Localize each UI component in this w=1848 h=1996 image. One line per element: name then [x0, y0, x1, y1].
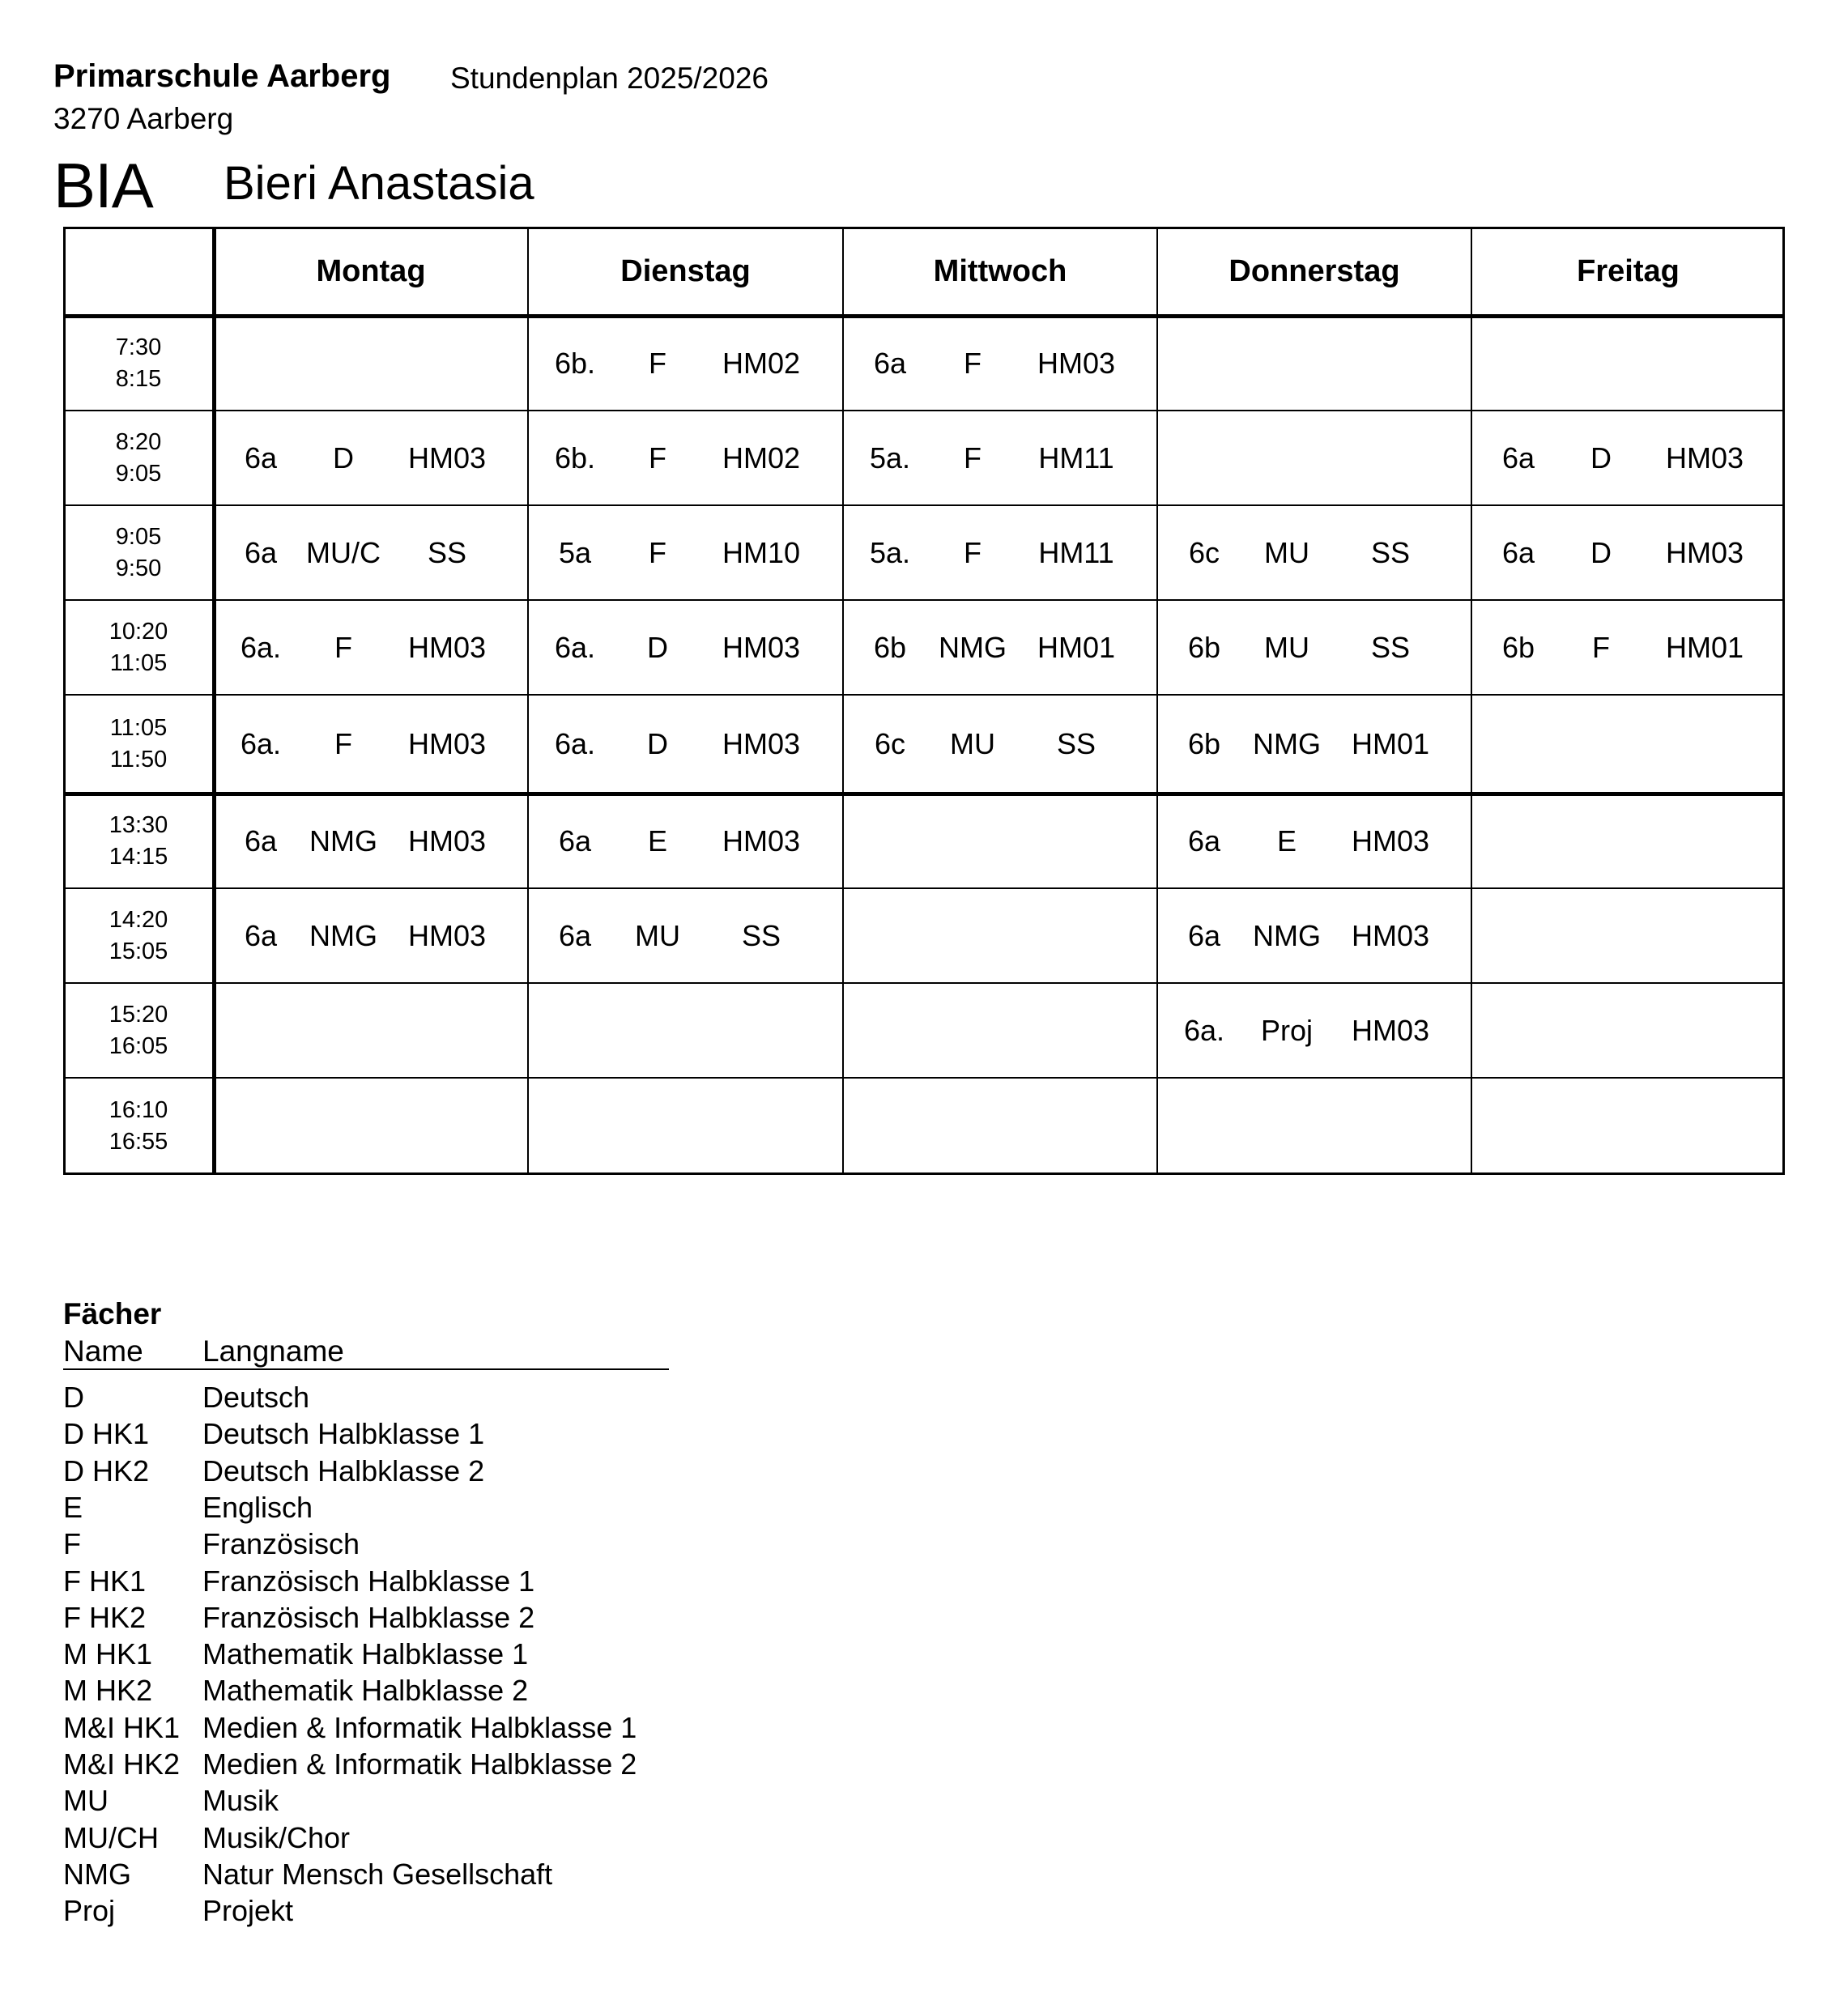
lesson-room: HM02: [722, 347, 801, 380]
lesson-class: 6a: [244, 536, 278, 569]
period-start: 14:20: [109, 906, 168, 933]
lesson-room: HM03: [407, 631, 487, 664]
lesson-cell: [214, 921, 528, 954]
lesson-class: 6a: [1501, 441, 1535, 475]
lesson-class: 6a: [244, 824, 278, 858]
lesson-subject: F: [1592, 631, 1610, 664]
period-end: 16:55: [109, 1129, 168, 1155]
subject-code: D: [63, 1381, 84, 1414]
lesson-subject: E: [1276, 824, 1297, 858]
timetable-row-divider: [63, 410, 1785, 411]
lesson-subject: D: [1590, 536, 1612, 569]
school-name: Primarschule Aarberg: [53, 58, 391, 94]
timetable-row-divider: [63, 694, 1785, 696]
timetable-row-divider: [63, 1077, 1785, 1079]
lesson-room: HM03: [1037, 347, 1116, 380]
lesson-class: 6a.: [240, 631, 282, 664]
subject-row: [63, 1896, 792, 1933]
lesson-cell: [843, 349, 1157, 381]
lesson-cell: [843, 633, 1157, 666]
lesson-room: HM01: [1665, 631, 1744, 664]
school-city: 3270 Aarberg: [53, 102, 234, 135]
lesson-subject: NMG: [939, 631, 1007, 664]
subjects-title: Fächer: [63, 1297, 162, 1330]
lesson-class: 6a: [244, 919, 278, 952]
plan-title: Stundenplan 2025/2026: [450, 62, 769, 95]
period-start: 7:30: [115, 334, 162, 360]
lesson-room: HM02: [722, 441, 801, 475]
subject-row: [63, 1786, 792, 1823]
lesson-subject: D: [647, 631, 668, 664]
lesson-class: 6b: [1187, 727, 1221, 760]
lesson-cell: [214, 727, 528, 762]
lesson-class: 6c: [1188, 536, 1220, 569]
subject-row: [63, 1637, 792, 1676]
subject-code: F HK2: [63, 1600, 147, 1634]
subject-code: MU: [63, 1784, 109, 1818]
period-start: 8:20: [115, 428, 162, 455]
subject-row: [63, 1600, 792, 1640]
subject-row: [63, 1710, 792, 1750]
lesson-class: 6c: [874, 727, 906, 760]
period-end: 8:15: [115, 365, 162, 392]
lesson-subject: D: [1590, 441, 1612, 475]
lesson-room: SS: [1370, 631, 1411, 664]
lesson-cell: [528, 727, 842, 762]
lesson-cell: [528, 824, 842, 859]
lesson-room: HM03: [722, 727, 801, 760]
lesson-room: HM10: [722, 536, 801, 569]
subject-row: [63, 1747, 792, 1786]
timetable: [63, 227, 1785, 1175]
period-start: 9:05: [115, 523, 162, 550]
lesson-subject: NMG: [1253, 727, 1321, 760]
subject-long-name: Mathematik Halbklasse 2: [202, 1674, 529, 1708]
lesson-cell: [1157, 633, 1471, 666]
period-time: [63, 695, 214, 794]
lesson-room: SS: [1056, 727, 1096, 760]
lesson-class: 6a: [1501, 536, 1535, 569]
lesson-subject: NMG: [309, 824, 377, 858]
lesson-class: 6b: [873, 631, 907, 664]
subjects-header-underline: [63, 1368, 669, 1370]
lesson-room: HM03: [1351, 824, 1430, 858]
day-header-dienstag: Dienstag: [620, 253, 751, 288]
subject-row: [63, 1676, 792, 1713]
period-time: [63, 888, 214, 983]
lesson-cell: [843, 441, 1157, 476]
period-start: 11:05: [109, 715, 168, 741]
subject-long-name: Französisch Halbklasse 2: [202, 1600, 535, 1634]
lesson-room: HM03: [407, 824, 487, 858]
lesson-subject: MU: [950, 727, 995, 760]
lesson-room: HM01: [1351, 727, 1430, 760]
day-header-mittwoch: Mittwoch: [933, 253, 1067, 288]
lesson-subject: Proj: [1260, 1014, 1314, 1047]
subject-row: [63, 1857, 792, 1896]
period-end: 15:05: [109, 938, 168, 964]
subject-long-name: Musik/Chor: [202, 1820, 351, 1854]
subjects-col-name: Name: [63, 1334, 143, 1368]
timetable-row-divider: [63, 982, 1785, 984]
lesson-room: HM03: [722, 631, 801, 664]
subject-code: NMG: [63, 1857, 131, 1891]
subject-row: [63, 1490, 792, 1530]
lesson-subject: NMG: [1253, 919, 1321, 952]
lesson-room: SS: [741, 919, 781, 952]
lesson-class: 6a: [1187, 824, 1221, 858]
lesson-cell: [528, 633, 842, 666]
period-start: 16:10: [109, 1097, 168, 1123]
period-time: [63, 1078, 214, 1175]
lesson-cell: [214, 633, 528, 666]
lesson-room: HM03: [1351, 919, 1430, 952]
lesson-room: SS: [427, 536, 467, 569]
period-end: 9:50: [115, 555, 162, 581]
lesson-cell: [528, 349, 842, 381]
subject-long-name: Medien & Informatik Halbklasse 2: [202, 1747, 637, 1781]
teacher-name: Bieri Anastasia: [224, 157, 534, 210]
period-end: 11:50: [109, 747, 168, 772]
lesson-room: HM03: [1351, 1014, 1430, 1047]
lesson-subject: F: [964, 441, 981, 475]
lesson-room: HM01: [1037, 631, 1116, 664]
period-end: 16:05: [109, 1032, 168, 1059]
subject-code: F HK1: [63, 1564, 147, 1598]
timetable-row-divider: [63, 504, 1785, 506]
lesson-class: 6a.: [554, 727, 596, 760]
period-time: [63, 411, 214, 505]
timetable-row-divider: [63, 599, 1785, 601]
lesson-cell: [1471, 633, 1786, 666]
lesson-class: 6a: [873, 347, 907, 380]
lesson-class: 6b.: [554, 441, 596, 475]
lesson-class: 6a.: [1183, 1014, 1225, 1047]
lesson-subject: D: [333, 441, 354, 475]
day-header-donnerstag: Donnerstag: [1228, 253, 1400, 288]
subject-code: M&I HK2: [63, 1747, 181, 1781]
period-start: 15:20: [109, 1001, 168, 1028]
lesson-cell: [1157, 727, 1471, 762]
subject-row: [63, 1383, 792, 1419]
subject-code: MU/CH: [63, 1820, 159, 1854]
subject-row: [63, 1419, 792, 1456]
period-time: [63, 600, 214, 695]
lesson-subject: E: [647, 824, 668, 858]
lesson-cell: [1471, 538, 1786, 571]
lesson-cell: [214, 824, 528, 859]
subject-long-name: Französisch: [202, 1527, 360, 1561]
lesson-class: 6a: [244, 441, 278, 475]
lesson-room: HM11: [1038, 536, 1114, 569]
teacher-code: BIA: [53, 150, 153, 221]
subject-long-name: Medien & Informatik Halbklasse 1: [202, 1710, 637, 1744]
subject-code: M HK2: [63, 1674, 153, 1708]
period-end: 9:05: [115, 460, 162, 487]
subject-row: [63, 1820, 792, 1860]
lesson-cell: [1471, 441, 1786, 476]
lesson-cell: [528, 441, 842, 476]
subject-long-name: Mathematik Halbklasse 1: [202, 1637, 529, 1671]
subject-code: D HK2: [63, 1453, 150, 1487]
lesson-subject: MU: [635, 919, 680, 952]
lesson-room: HM03: [407, 919, 487, 952]
period-end: 14:15: [109, 843, 168, 870]
lesson-cell: [214, 441, 528, 476]
lesson-subject: F: [334, 727, 352, 760]
subject-code: M HK1: [63, 1637, 153, 1671]
period-time: [63, 983, 214, 1078]
period-start: 13:30: [109, 811, 168, 838]
lesson-class: 6b.: [554, 347, 596, 380]
lesson-cell: [214, 538, 528, 571]
period-end: 11:05: [109, 649, 168, 676]
lesson-room: HM03: [407, 441, 487, 475]
lesson-room: SS: [1370, 536, 1411, 569]
lesson-room: HM03: [722, 824, 801, 858]
subject-long-name: Deutsch: [202, 1381, 310, 1414]
lesson-class: 5a.: [869, 536, 911, 569]
subject-code: F: [63, 1527, 81, 1561]
lesson-class: 5a.: [869, 441, 911, 475]
subject-long-name: Projekt: [202, 1894, 294, 1928]
subject-row: [63, 1527, 792, 1566]
lesson-subject: MU/C: [306, 536, 381, 569]
subject-long-name: Deutsch Halbklasse 2: [202, 1453, 485, 1487]
lesson-class: 5a: [558, 536, 592, 569]
day-header-montag: Montag: [316, 253, 426, 288]
lesson-room: HM03: [1665, 441, 1744, 475]
day-header-freitag: Freitag: [1577, 253, 1680, 288]
subject-row: [63, 1453, 792, 1493]
lesson-subject: MU: [1264, 536, 1309, 569]
lesson-subject: F: [964, 347, 981, 380]
timetable-row-divider: [63, 887, 1785, 889]
lesson-cell: [843, 727, 1157, 762]
lesson-subject: NMG: [309, 919, 377, 952]
subjects-col-long: Langname: [202, 1334, 344, 1368]
lesson-room: HM03: [1665, 536, 1744, 569]
lesson-cell: [843, 538, 1157, 571]
lesson-subject: F: [649, 536, 666, 569]
lesson-subject: F: [649, 347, 666, 380]
lesson-class: 6a.: [240, 727, 282, 760]
period-time: [63, 505, 214, 600]
lesson-cell: [528, 538, 842, 571]
timetable-row-divider: [63, 792, 1785, 796]
subject-row: [63, 1564, 792, 1603]
subject-long-name: Natur Mensch Gesellschaft: [202, 1857, 553, 1891]
lesson-class: 6b: [1501, 631, 1535, 664]
subject-long-name: Englisch: [202, 1490, 313, 1524]
lesson-cell: [1157, 1016, 1471, 1049]
lesson-subject: F: [649, 441, 666, 475]
period-time: [63, 794, 214, 888]
lesson-cell: [1157, 538, 1471, 571]
lesson-class: 6b: [1187, 631, 1221, 664]
lesson-room: HM03: [407, 727, 487, 760]
lesson-subject: D: [647, 727, 668, 760]
lesson-subject: F: [334, 631, 352, 664]
period-start: 10:20: [109, 618, 168, 645]
subject-long-name: Deutsch Halbklasse 1: [202, 1417, 485, 1451]
subject-code: Proj: [63, 1894, 116, 1928]
lesson-class: 6a: [558, 919, 592, 952]
subject-long-name: Französisch Halbklasse 1: [202, 1564, 535, 1598]
lesson-subject: F: [964, 536, 981, 569]
subject-code: D HK1: [63, 1417, 150, 1451]
lesson-class: 6a.: [554, 631, 596, 664]
period-time: [63, 316, 214, 411]
subject-long-name: Musik: [202, 1784, 279, 1818]
subject-code: E: [63, 1490, 83, 1524]
subject-code: M&I HK1: [63, 1710, 181, 1744]
lesson-cell: [1157, 824, 1471, 859]
lesson-cell: [1157, 921, 1471, 954]
lesson-room: HM11: [1038, 441, 1114, 475]
lesson-class: 6a: [1187, 919, 1221, 952]
lesson-cell: [528, 921, 842, 954]
lesson-class: 6a: [558, 824, 592, 858]
lesson-subject: MU: [1264, 631, 1309, 664]
